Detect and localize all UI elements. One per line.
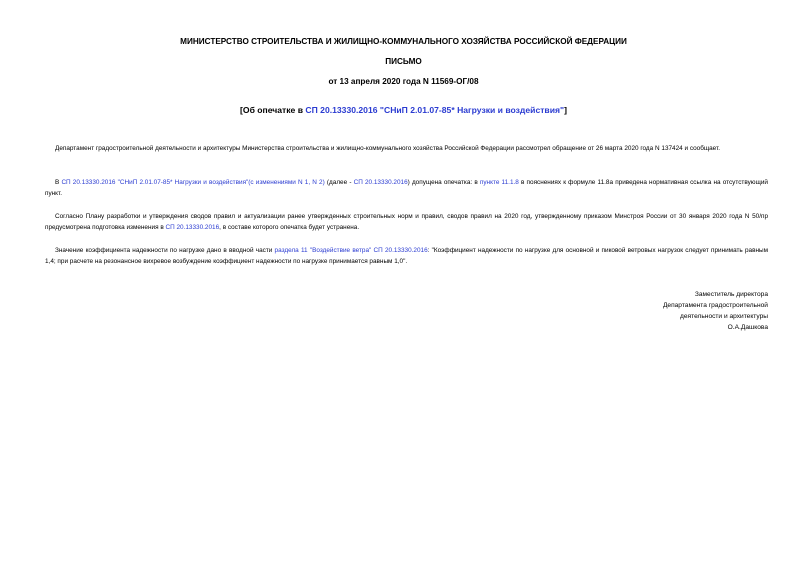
paragraph-1-text: Департамент градостроительной деятельности и архитектуры Министерства строительства и жилищно-коммунального хозяйства Российской Федерации рассмотрел обращение от 26 марта 2020 года N 137424 и сообщает. — [55, 145, 721, 152]
document-type: ПИСЬМО — [385, 57, 422, 66]
sp-short-link[interactable]: СП 20.13330.2016 — [353, 179, 408, 186]
paragraph-2 — [45, 177, 768, 199]
paragraph-2-text-4: в пояснениях к формуле 11.8а приведена нормативная ссылка на отсутствующий пункт. — [45, 179, 768, 197]
signature-name: О.А.Дашкова — [727, 324, 768, 331]
sp-link-2[interactable]: СП 20.13330.2016 — [165, 224, 220, 231]
clause-link[interactable]: пункте 11.1.8 — [479, 179, 519, 186]
paragraph-3-text-1: Согласно Плану разработки и утверждения сводов правил и актуализации ранее утвержденных строительных норм и правил, сводов правил на 2020 год, утвержденному приказом Минстроя России от 30 января 2020 года N 50/пр предусмотрена подготовка изменения в — [45, 213, 768, 231]
paragraph-2-text-3: ) допущена опечатка: в — [407, 179, 480, 186]
paragraph-1 — [45, 143, 768, 154]
signature-department-2: деятельности и архитектуры — [680, 313, 768, 320]
section-link[interactable]: раздела 11 "Воздействие ветра" СП 20.13330.2016 — [274, 247, 428, 254]
signature-department: Департамента градостроительной — [662, 302, 768, 309]
subject-suffix: ] — [564, 105, 567, 115]
paragraph-3 — [45, 211, 768, 233]
paragraph-2-text-2: (далее - — [324, 179, 354, 186]
amendments-link[interactable]: (с изменениями N 1, N 2) — [248, 179, 325, 186]
paragraph-3-text-2: , в составе которого опечатка будет устранена. — [219, 224, 360, 231]
subject-prefix: [Об опечатке в — [240, 105, 306, 115]
subject-line — [0, 105, 807, 115]
ministry-title: МИНИСТЕРСТВО СТРОИТЕЛЬСТВА И ЖИЛИЩНО-КОММУНАЛЬНОГО ХОЗЯЙСТВА РОССИЙСКОЙ ФЕДЕРАЦИИ — [180, 37, 627, 46]
date-number: от 13 апреля 2020 года N 11569-ОГ/08 — [328, 77, 479, 86]
paragraph-2-text-1: В — [55, 179, 62, 186]
paragraph-4-text-2: : "Коэффициент надежности по нагрузке для основной и пиковой ветровых нагрузок следует принимать равным 1,4; при расчете на резонансное вихревое возбуждение коэффициент надежности по нагрузке принимается равным 1,0". — [45, 247, 768, 265]
paragraph-4 — [45, 245, 768, 267]
sp-link[interactable]: СП 20.13330.2016 "СНиП 2.01.07-85* Нагрузки и воздействия" — [61, 179, 249, 186]
signature-block — [568, 289, 768, 333]
subject-link[interactable]: СП 20.13330.2016 "СНиП 2.01.07-85* Нагрузки и воздействия" — [305, 105, 565, 115]
paragraph-4-text-1: Значение коэффициента надежности по нагрузке дано в вводной части — [55, 247, 275, 254]
signature-position: Заместитель директора — [694, 291, 768, 298]
